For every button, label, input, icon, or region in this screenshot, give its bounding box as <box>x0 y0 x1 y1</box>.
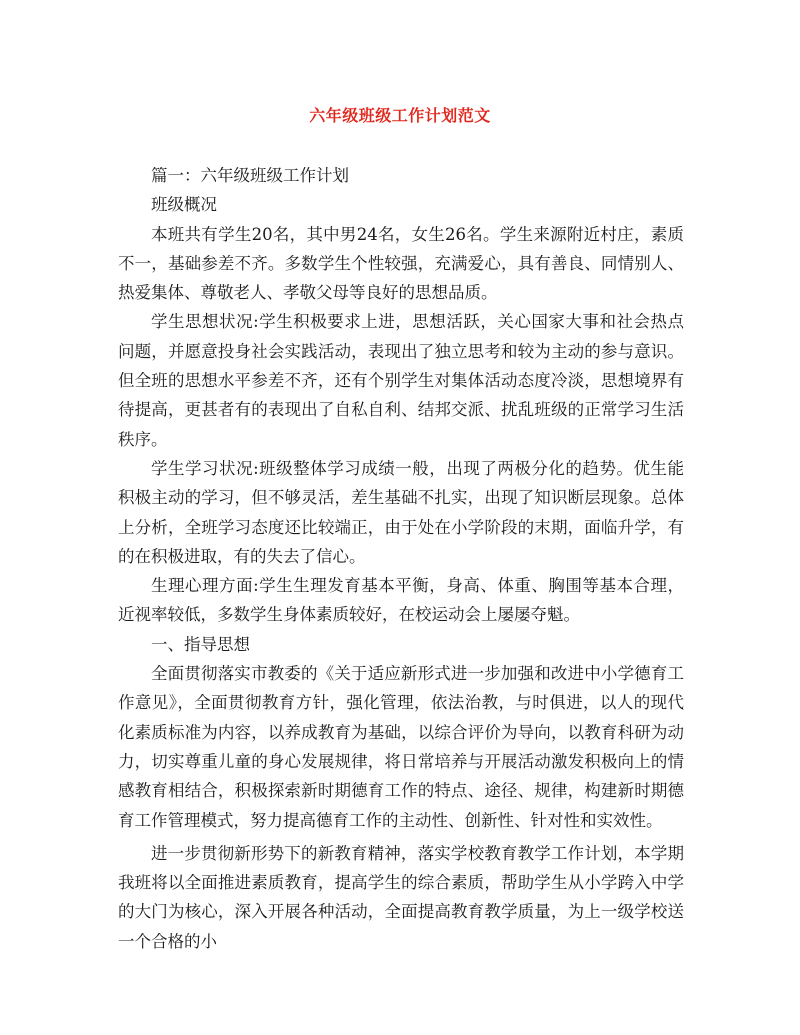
subheading-class-overview: 班级概况 <box>151 195 217 215</box>
document-body <box>118 161 684 956</box>
paragraph-class-overview: 本班共有学生20名，其中男24名，女生26名。学生来源附近村庄，素质不一，基础参差不齐。多数学生个性较强，充满爱心，具有善良、同情别人、热爱集体、尊敬老人、孝敬父母等良好的思想品质。 <box>118 224 684 303</box>
paragraph-student-thinking: 学生思想状况:学生积极要求上进，思想活跃，关心国家大事和社会热点问题，并愿意投身社会实践活动，表现出了独立思考和较为主动的参与意识。但全班的思想水平参差不齐，还有个别学生对集体活动态度冷淡，思想境界有待提高，更甚者有的表现出了自私自利、结邦交派、扰乱班级的正常学习生活秩序。 <box>118 312 684 449</box>
section-heading-part-one: 篇一：六年级班级工作计划 <box>151 166 349 185</box>
paragraph-physiology-psychology: 生理心理方面:学生生理发育基本平衡，身高、体重、胸围等基本合理，近视率较低，多数学生身体素质较好，在校运动会上屡屡夺魁。 <box>118 576 684 625</box>
paragraph-student-learning: 学生学习状况:班级整体学习成绩一般，出现了两极分化的趋势。优生能积极主动的学习，但不够灵活，差生基础不扎实，出现了知识断层现象。总体上分析，全班学习态度还比较端正，由于处在小学阶段的末期，面临升学，有的在积极进取，有的失去了信心。 <box>118 458 684 566</box>
paragraph-guiding-ideology: 全面贯彻落实市教委的《关于适应新形式进一步加强和改进中小学德育工作意见》，全面贯彻教育方针，强化管理，依法治教，与时俱进，以人的现代化素质标准为内容，以养成教育为基础，以综合评价为导向，以教育科研为动力，切实尊重儿童的身心发展规律，将日常培养与开展活动激发积极向上的情感教育相结合，积极探索新时期德育工作的特点、途径、规律，构建新时期德育工作管理模式，努力提高德育工作的主动性、创新性、针对性和实效性。 <box>118 664 684 830</box>
subheading-guiding-ideology: 一、指导思想 <box>151 634 250 654</box>
document-title: 六年级班级工作计划范文 <box>309 106 491 125</box>
paragraph-semester-plan: 进一步贯彻新形势下的新教育精神，落实学校教育教学工作计划，本学期我班将以全面推进素质教育，提高学生的综合素质，帮助学生从小学跨入中学的大门为核心，深入开展各种活动，全面提高教育教学质量，为上一级学校送一个合格的小 <box>118 843 684 951</box>
